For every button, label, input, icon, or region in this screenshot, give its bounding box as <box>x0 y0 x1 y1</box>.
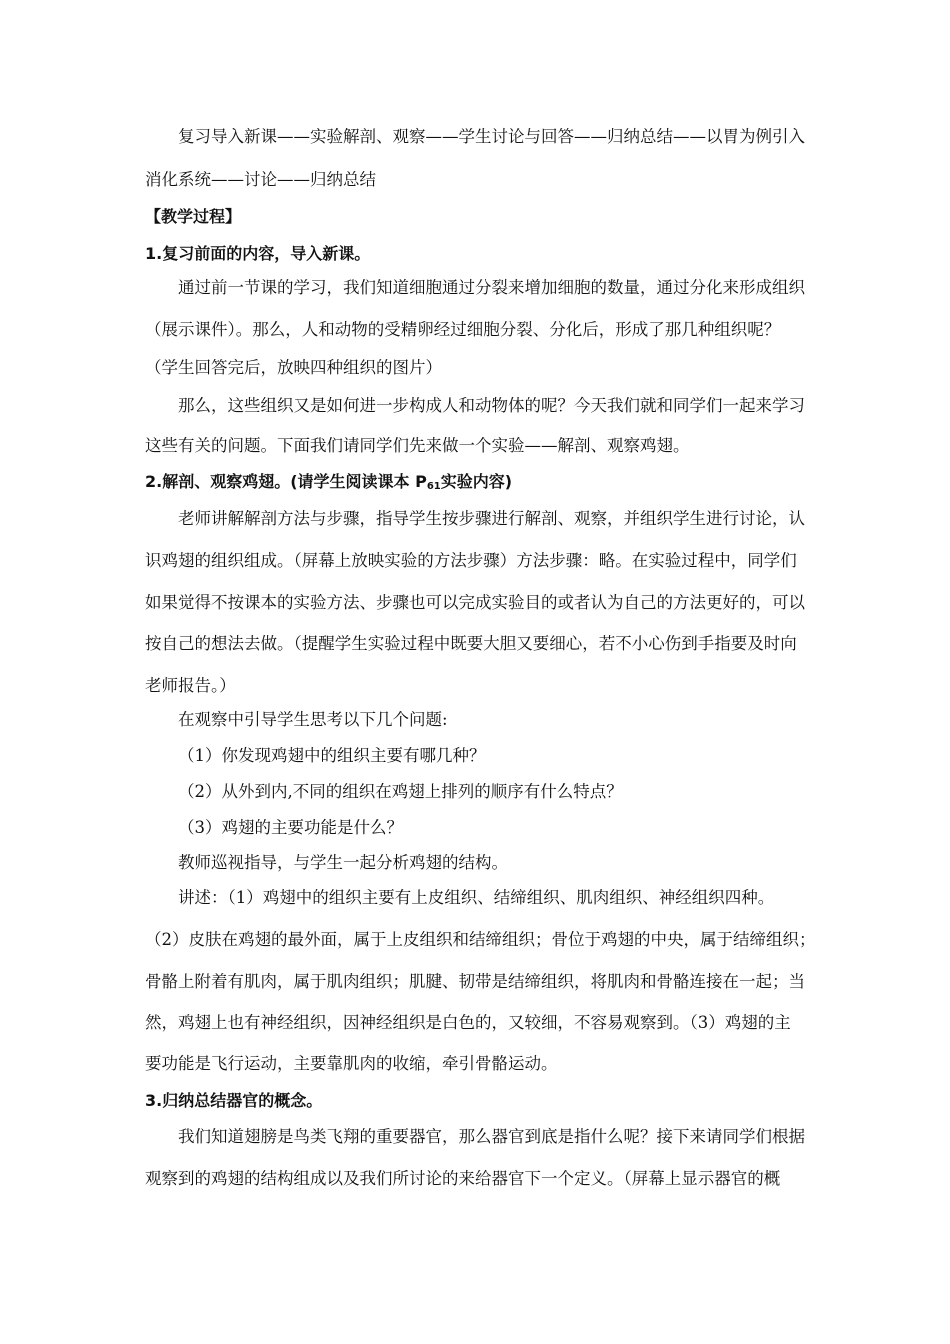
heading-2-page-subscript: 61 <box>426 481 441 492</box>
heading-2-part-a: 2.解剖、观察鸡翅。(请学生阅读课本 P <box>145 472 427 491</box>
paragraph-5-line-2: 观察到的鸡翅的结构组成以及我们所讨论的来给器官下一个定义。（屏幕上显示器官的概 <box>145 1169 781 1188</box>
paragraph-1-line-3: （学生回答完后，放映四种组织的图片） <box>145 358 442 377</box>
paragraph-4-line-2: （2）皮肤在鸡翅的最外面，属于上皮组织和结缔组织；骨位于鸡翅的中央，属于结缔组织； <box>145 930 816 949</box>
question-2: （2）从外到内,不同的组织在鸡翅上排列的顺序有什么特点？ <box>178 782 623 801</box>
paragraph-3-line-2: 识鸡翅的组织组成。（屏幕上放映实验的方法步骤）方法步骤：略。在实验过程中，同学们 <box>145 551 797 570</box>
paragraph-2-line-2: 这些有关的问题。下面我们请同学们先来做一个实验——解剖、观察鸡翅。 <box>145 436 690 455</box>
paragraph-3-line-4: 按自己的想法去做。（提醒学生实验过程中既要大胆又要细心，若不小心伤到手指要及时向 <box>145 634 797 653</box>
paragraph-4-line-3: 骨骼上附着有肌肉，属于肌肉组织；肌腱、韧带是结缔组织，将肌肉和骨骼连接在一起；当 <box>145 972 805 991</box>
intro-line-1: 复习导入新课——实验解剖、观察——学生讨论与回答——归纳总结——以胃为例引入 <box>178 127 805 146</box>
paragraph-4-line-5: 要功能是飞行运动，主要靠肌肉的收缩，牵引骨骼运动。 <box>145 1054 558 1073</box>
teacher-guide: 教师巡视指导，与学生一起分析鸡翅的结构。 <box>178 853 508 872</box>
paragraph-4-line-4: 然，鸡翅上也有神经组织，因神经组织是白色的，又较细，不容易观察到。（3）鸡翅的主 <box>145 1013 791 1032</box>
paragraph-4-line-1: 讲述：（1）鸡翅中的组织主要有上皮组织、结缔组织、肌肉组织、神经组织四种。 <box>178 888 775 907</box>
heading-2-part-b: 实验内容) <box>440 472 513 491</box>
section-heading: 【教学过程】 <box>145 207 242 226</box>
paragraph-1-line-2: （展示课件）。那么，人和动物的受精卵经过细胞分裂、分化后，形成了那几种组织呢？ <box>145 320 781 339</box>
paragraph-2-line-1: 那么，这些组织又是如何进一步构成人和动物体的呢？今天我们就和同学们一起来学习 <box>178 396 805 415</box>
heading-3: 3.归纳总结器官的概念。 <box>145 1091 323 1110</box>
intro-line-2: 消化系统——讨论——归纳总结 <box>145 170 376 189</box>
paragraph-3-line-5: 老师报告。） <box>145 676 236 695</box>
paragraph-3-line-3: 如果觉得不按课本的实验方法、步骤也可以完成实验目的或者认为自己的方法更好的，可以 <box>145 593 805 612</box>
paragraph-5-line-1: 我们知道翅膀是鸟类飞翔的重要器官，那么器官到底是指什么呢？接下来请同学们根据 <box>178 1127 805 1146</box>
question-3: （3）鸡翅的主要功能是什么？ <box>178 818 403 837</box>
paragraph-3-line-1: 老师讲解解剖方法与步骤，指导学生按步骤进行解剖、观察，并组织学生进行讨论，认 <box>178 509 805 528</box>
question-1: （1）你发现鸡翅中的组织主要有哪几种？ <box>178 746 486 765</box>
heading-1: 1.复习前面的内容，导入新课。 <box>145 244 371 263</box>
paragraph-1-line-1: 通过前一节课的学习，我们知道细胞通过分裂来增加细胞的数量，通过分化来形成组织 <box>178 278 805 297</box>
heading-2 <box>145 472 512 497</box>
questions-intro: 在观察中引导学生思考以下几个问题: <box>178 710 448 729</box>
